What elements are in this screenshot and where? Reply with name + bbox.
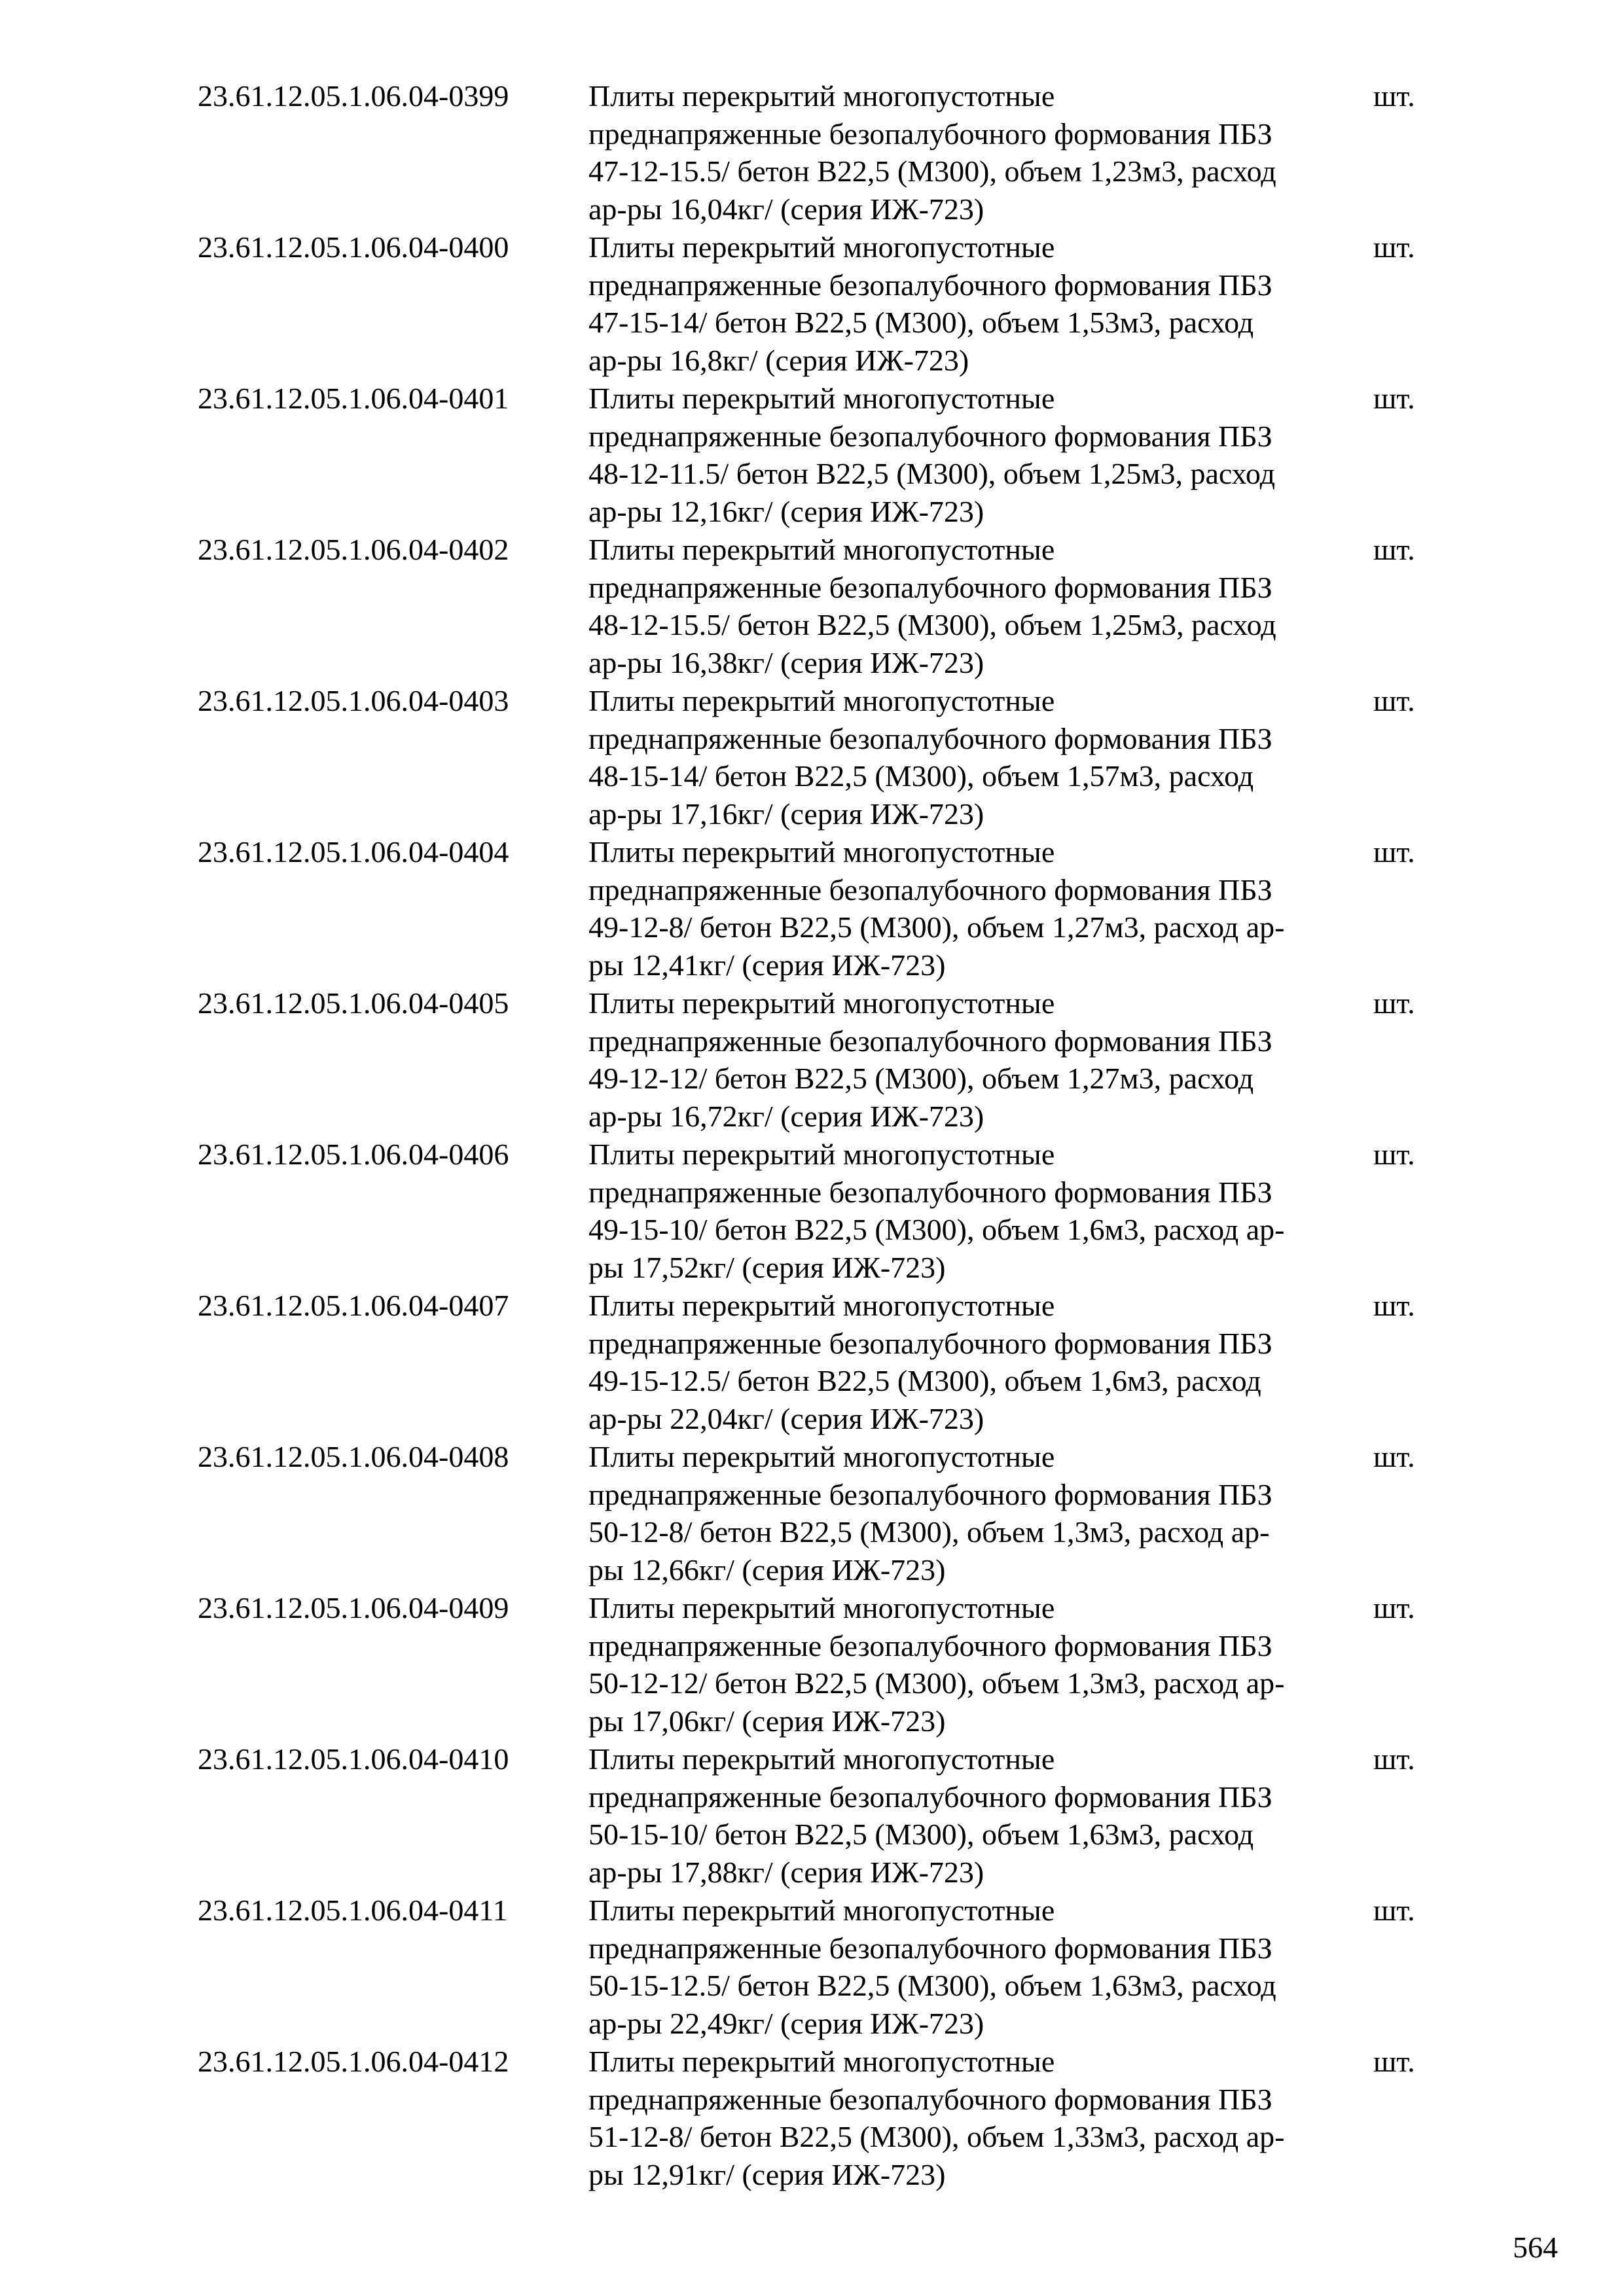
description-line: 50-15-10/ бетон В22,5 (М300), объем 1,63м3, расход — [588, 1818, 1254, 1851]
list-item — [0, 380, 1624, 531]
list-item — [0, 682, 1624, 833]
description-line: Плиты перекрытий многопустотные — [588, 1440, 1055, 1473]
item-unit: шт. — [1373, 533, 1415, 566]
description-line: ар-ры 22,04кг/ (серия ИЖ-723) — [588, 1401, 984, 1435]
description-line: 50-12-12/ бетон В22,5 (М300), объем 1,3м3, расход ар- — [588, 1666, 1285, 1700]
description-line: Плиты перекрытий многопустотные — [588, 1893, 1055, 1927]
list-item — [0, 531, 1624, 682]
description-line: 49-12-8/ бетон В22,5 (М300), объем 1,27м3, расход ар- — [588, 910, 1285, 944]
item-description — [588, 77, 1374, 228]
description-line: ры 17,52кг/ (серия ИЖ-723) — [588, 1250, 946, 1284]
item-code: 23.61.12.05.1.06.04-0408 — [198, 1440, 509, 1473]
description-line: преднапряженные безопалубочного формования ПБЗ — [588, 419, 1272, 453]
item-code: 23.61.12.05.1.06.04-0409 — [198, 1591, 509, 1624]
description-line: Плиты перекрытий многопустотные — [588, 1591, 1055, 1624]
item-code: 23.61.12.05.1.06.04-0401 — [198, 382, 509, 415]
item-unit: шт. — [1373, 79, 1415, 113]
description-line: 49-15-12.5/ бетон В22,5 (М300), объем 1,6м3, расход — [588, 1364, 1261, 1397]
list-item — [0, 1589, 1624, 1740]
item-unit: шт. — [1373, 1440, 1415, 1473]
description-line: преднапряженные безопалубочного формования ПБЗ — [588, 1477, 1272, 1511]
list-item — [0, 984, 1624, 1136]
item-code: 23.61.12.05.1.06.04-0410 — [198, 1742, 509, 1776]
item-code: 23.61.12.05.1.06.04-0405 — [198, 986, 509, 1020]
item-code: 23.61.12.05.1.06.04-0411 — [198, 1893, 508, 1927]
page-number: 564 — [1513, 2231, 1558, 2264]
description-line: 48-15-14/ бетон В22,5 (М300), объем 1,57м3, расход — [588, 759, 1254, 793]
item-unit: шт. — [1373, 986, 1415, 1020]
description-line: ар-ры 16,72кг/ (серия ИЖ-723) — [588, 1099, 984, 1133]
item-description — [588, 228, 1374, 379]
description-line: преднапряженные безопалубочного формования ПБЗ — [588, 570, 1272, 604]
list-item — [0, 2043, 1624, 2194]
item-description — [588, 1589, 1374, 1740]
description-line: 49-15-10/ бетон В22,5 (М300), объем 1,6м3, расход ар- — [588, 1213, 1285, 1246]
item-description — [588, 1287, 1374, 1437]
item-unit: шт. — [1373, 835, 1415, 869]
item-description — [588, 531, 1374, 681]
item-description — [588, 1892, 1374, 2042]
item-unit: шт. — [1373, 1591, 1415, 1624]
item-description — [588, 1136, 1374, 1286]
description-line: ар-ры 16,38кг/ (серия ИЖ-723) — [588, 645, 984, 679]
description-line: 50-12-8/ бетон В22,5 (М300), объем 1,3м3, расход ар- — [588, 1515, 1270, 1549]
description-line: ры 12,91кг/ (серия ИЖ-723) — [588, 2157, 946, 2191]
description-line: 47-15-14/ бетон В22,5 (М300), объем 1,53м3, расход — [588, 306, 1254, 339]
list-item — [0, 1892, 1624, 2043]
item-description — [588, 833, 1374, 984]
description-line: ар-ры 17,88кг/ (серия ИЖ-723) — [588, 1855, 984, 1889]
item-code: 23.61.12.05.1.06.04-0404 — [198, 835, 509, 869]
description-line: ры 12,41кг/ (серия ИЖ-723) — [588, 948, 946, 982]
list-item — [0, 1438, 1624, 1589]
description-line: ар-ры 16,8кг/ (серия ИЖ-723) — [588, 343, 969, 377]
item-code: 23.61.12.05.1.06.04-0407 — [198, 1289, 509, 1322]
description-line: Плиты перекрытий многопустотные — [588, 1289, 1055, 1322]
description-line: преднапряженные безопалубочного формования ПБЗ — [588, 1780, 1272, 1814]
description-line: 50-15-12.5/ бетон В22,5 (М300), объем 1,63м3, расход — [588, 1969, 1276, 2002]
description-line: ар-ры 12,16кг/ (серия ИЖ-723) — [588, 494, 984, 528]
description-line: Плиты перекрытий многопустотные — [588, 382, 1055, 415]
description-line: Плиты перекрытий многопустотные — [588, 986, 1055, 1020]
item-unit: шт. — [1373, 382, 1415, 415]
item-unit: шт. — [1373, 2045, 1415, 2078]
description-line: 48-12-15.5/ бетон В22,5 (М300), объем 1,25м3, расход — [588, 608, 1276, 641]
item-description — [588, 1740, 1374, 1891]
description-line: преднапряженные безопалубочного формования ПБЗ — [588, 721, 1272, 755]
description-line: Плиты перекрытий многопустотные — [588, 835, 1055, 869]
description-line: ар-ры 22,49кг/ (серия ИЖ-723) — [588, 2006, 984, 2040]
item-code: 23.61.12.05.1.06.04-0399 — [198, 79, 509, 113]
item-unit: шт. — [1373, 1289, 1415, 1322]
item-code: 23.61.12.05.1.06.04-0412 — [198, 2045, 509, 2078]
description-line: Плиты перекрытий многопустотные — [588, 1138, 1055, 1171]
item-description — [588, 984, 1374, 1135]
description-line: 51-12-8/ бетон В22,5 (М300), объем 1,33м3, расход ар- — [588, 2120, 1285, 2153]
item-code: 23.61.12.05.1.06.04-0406 — [198, 1138, 509, 1171]
description-line: Плиты перекрытий многопустотные — [588, 2045, 1055, 2078]
description-line: преднапряженные безопалубочного формования ПБЗ — [588, 1931, 1272, 1965]
description-line: преднапряженные безопалубочного формования ПБЗ — [588, 2082, 1272, 2116]
description-line: преднапряженные безопалубочного формования ПБЗ — [588, 1024, 1272, 1058]
list-item — [0, 228, 1624, 380]
item-unit: шт. — [1373, 684, 1415, 717]
item-unit: шт. — [1373, 1893, 1415, 1927]
list-item — [0, 77, 1624, 228]
description-line: Плиты перекрытий многопустотные — [588, 1742, 1055, 1776]
item-description — [588, 1438, 1374, 1588]
description-line: ар-ры 16,04кг/ (серия ИЖ-723) — [588, 192, 984, 226]
description-line: 49-12-12/ бетон В22,5 (М300), объем 1,27м3, расход — [588, 1062, 1254, 1095]
description-line: ры 12,66кг/ (серия ИЖ-723) — [588, 1552, 946, 1587]
list-item — [0, 1287, 1624, 1438]
list-item — [0, 1740, 1624, 1892]
item-description — [588, 2043, 1374, 2193]
list-item — [0, 1136, 1624, 1287]
item-code: 23.61.12.05.1.06.04-0402 — [198, 533, 509, 566]
item-unit: шт. — [1373, 1138, 1415, 1171]
description-line: Плиты перекрытий многопустотные — [588, 684, 1055, 717]
item-unit: шт. — [1373, 230, 1415, 264]
description-line: Плиты перекрытий многопустотные — [588, 79, 1055, 113]
description-line: преднапряженные безопалубочного формования ПБЗ — [588, 117, 1272, 151]
list-item — [0, 833, 1624, 984]
item-description — [588, 682, 1374, 833]
item-unit: шт. — [1373, 1742, 1415, 1776]
item-code: 23.61.12.05.1.06.04-0400 — [198, 230, 509, 264]
description-line: Плиты перекрытий многопустотные — [588, 533, 1055, 566]
description-line: ры 17,06кг/ (серия ИЖ-723) — [588, 1704, 946, 1738]
description-line: преднапряженные безопалубочного формования ПБЗ — [588, 1326, 1272, 1360]
description-line: 47-12-15.5/ бетон В22,5 (М300), объем 1,23м3, расход — [588, 154, 1276, 188]
description-line: преднапряженные безопалубочного формования ПБЗ — [588, 1175, 1272, 1209]
price-list-entries — [0, 77, 1624, 2194]
description-line: преднапряженные безопалубочного формования ПБЗ — [588, 268, 1272, 302]
item-description — [588, 380, 1374, 530]
description-line: 48-12-11.5/ бетон В22,5 (М300), объем 1,25м3, расход — [588, 457, 1275, 490]
description-line: преднапряженные безопалубочного формования ПБЗ — [588, 872, 1272, 906]
item-code: 23.61.12.05.1.06.04-0403 — [198, 684, 509, 717]
description-line: ар-ры 17,16кг/ (серия ИЖ-723) — [588, 797, 984, 831]
description-line: преднапряженные безопалубочного формования ПБЗ — [588, 1628, 1272, 1662]
description-line: Плиты перекрытий многопустотные — [588, 230, 1055, 264]
